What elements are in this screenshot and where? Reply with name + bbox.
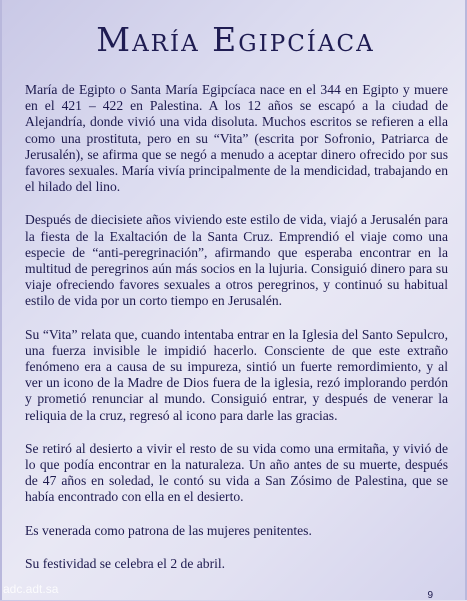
article-body: [25, 82, 448, 589]
paragraph: Se retiró al desierto a vivir el resto de su vida como una ermitaña, y vivió de lo que podía encontrar en la naturaleza. Un año antes de su muerte, después de 47 años en soledad, le contó su vida a San Zósimo de Palestina, que se había encontrado con ella en el desierto.: [25, 440, 448, 505]
page-number: 9: [427, 590, 433, 601]
paragraph: María de Egipto o Santa María Egipcíaca nace en el 344 en Egipto y muere en el 421 – 422 en Palestina. A los 12 años se escapó a la ciudad de Alejandría, donde vivió una vida disoluta. Muchos escritos se refieren a ella como una prostituta, pero en su “Vita” (escrita por Sofronio, Patriarca de Jerusalén), se afirma que se negó a menudo a aceptar dinero ofrecido por sus favores sexuales. María vivía principalmente de la mendicidad, trabajando en el hilado del lino.: [25, 82, 448, 195]
paragraph: Su festividad se celebra el 2 de abril.: [25, 555, 226, 571]
watermark: adc.adt.sa: [3, 582, 59, 596]
paragraph: Después de diecisiete años viviendo este estilo de vida, viajó a Jerusalén para la fiesta de la Exaltación de la Santa Cruz. Emprendió el viaje como una especie de “anti-peregrinación”, afirmando que esperaba encontrar en la multitud de peregrinos aún más socios en la lujuria. Consiguió dinero para su viaje ofreciendo favores sexuales a otros peregrinos, y continuó su habitual estilo de vida por un corto tiempo en Jerusalén.: [25, 212, 448, 309]
paragraph: Es venerada como patrona de las mujeres penitentes.: [25, 522, 312, 538]
paragraph: Su “Vita” relata que, cuando intentaba entrar en la Iglesia del Santo Sepulcro, una fuerza invisible le impidió hacerlo. Consciente de que este extraño fenómeno era a causa de su impureza, sintió un fuerte remordimiento, y al ver un icono de la Madre de Dios fuera de la iglesia, rezó implorando perdón y prometió renunciar al mundo. Consiguió entrar, y después de venerar la reliquia de la cruz, regresó al icono para darle las gracias.: [25, 326, 448, 423]
page-title: María Egipcíaca: [96, 20, 375, 59]
